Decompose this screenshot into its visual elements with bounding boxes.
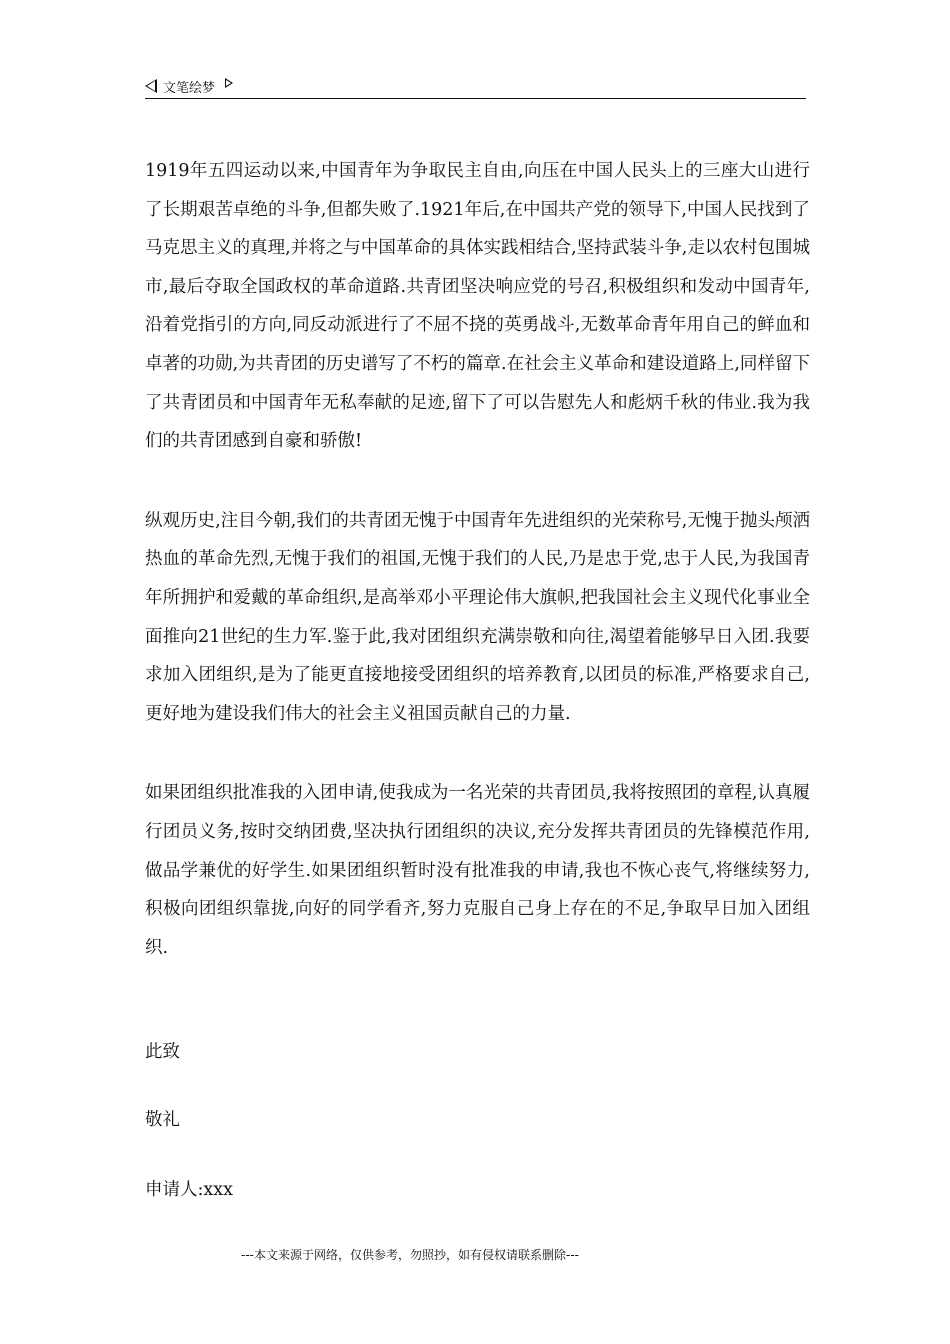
closing-respect: 敬礼 bbox=[145, 1110, 180, 1130]
left-triangle-icon bbox=[145, 79, 157, 93]
applicant-signature: 申请人:xxx bbox=[145, 1180, 234, 1200]
closing-salutation: 此致 bbox=[145, 1042, 180, 1062]
paragraph-2: 纵观历史,注目今朝,我们的共青团无愧于中国青年先进组织的光荣称号,无愧于抛头颅洒热血的革命先烈,无愧于我们的祖国,无愧于我们的人民,乃是忠于党,忠于人民,为我国青年所拥护和爱戴的革命组织,是高举邓小平理论伟大旗帜,把我国社会主义现代化事业全面推向21世纪的生力军.鉴于此,我对团组织充满崇敬和向往,渴望着能够早日入团.我要求加入团组织,是为了能更直接地接受团组织的培养教育,以团员的标准,严格要求自己,更好地为建设我们伟大的社会主义祖国贡献自己的力量. bbox=[145, 510, 810, 724]
footer-notice: ---本文来源于网络，仅供参考，勿照抄，如有侵权请联系删除--- bbox=[241, 1248, 579, 1262]
right-triangle-icon bbox=[225, 78, 233, 88]
document-body bbox=[145, 152, 810, 1008]
paragraph-3: 如果团组织批准我的入团申请,使我成为一名光荣的共青团员,我将按照团的章程,认真履行团员义务,按时交纳团费,坚决执行团组织的决议,充分发挥共青团员的先锋模范作用,做品学兼优的好学生.如果团组织暂时没有批准我的申请,我也不恢心丧气,将继续努力,积极向团组织靠拢,向好的同学看齐,努力克服自己身上存在的不足,争取早日加入团组织. bbox=[145, 783, 810, 958]
paragraph-1: 1919年五四运动以来,中国青年为争取民主自由,向压在中国人民头上的三座大山进行了长期艰苦卓绝的斗争,但都失败了.1921年后,在中国共产党的领导下,中国人民找到了马克思主义的真理,并将之与中国革命的具体实践相结合,坚持武装斗争,走以农村包围城市,最后夺取全国政权的革命道路.共青团坚决响应党的号召,积极组织和发动中国青年,沿着党指引的方向,同反动派进行了不屈不挠的英勇战斗,无数革命青年用自己的鲜血和卓著的功勋,为共青团的历史谱写了不朽的篇章.在社会主义革命和建设道路上,同样留下了共青团员和中国青年无私奉献的足迹,留下了可以告慰先人和彪炳千秋的伟业.我为我们的共青团感到自豪和骄傲! bbox=[145, 161, 810, 452]
header-divider bbox=[145, 98, 806, 99]
brand-name: 文笔绘梦 bbox=[163, 80, 216, 96]
document-header bbox=[145, 74, 805, 98]
